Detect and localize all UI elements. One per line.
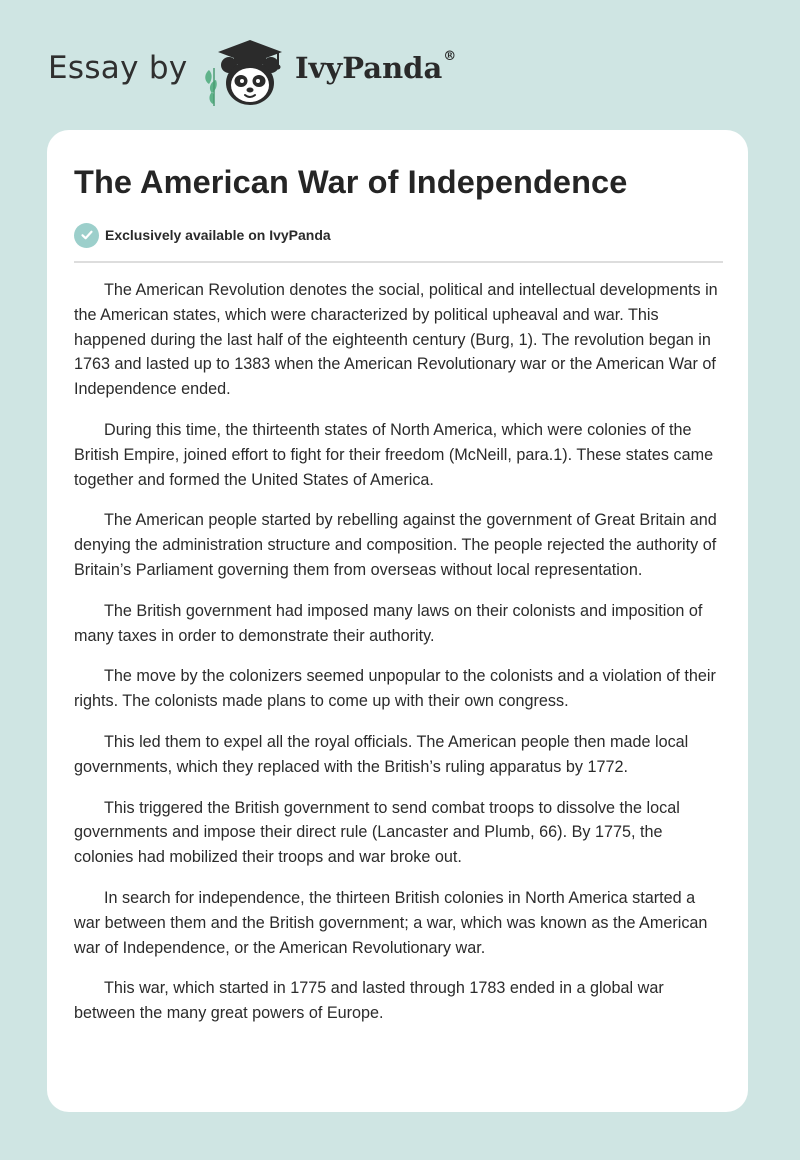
essay-paragraph: The American Revolution denotes the social, political and intellectual developments in the American states, which were characterized by political upheaval and war. This happened during the last half of the eighteenth century (Burg, 1). The revolution began in 1763 and lasted up to 1383 when the American Revolutionary war or the American War of Independence ended.: [74, 281, 718, 399]
title-divider: [74, 261, 723, 263]
essay-paragraph: During this time, the thirteenth states of North America, which were colonies of the British Empire, joined effort to fight for their freedom (McNeill, para.1). These states came together and formed the United States of America.: [74, 420, 714, 489]
essay-paragraph: The move by the colonizers seemed unpopular to the colonists and a violation of their rights. The colonists made plans to come up with their own congress.: [74, 667, 716, 711]
check-circle-icon: [74, 223, 99, 248]
essay-body: [74, 278, 724, 1042]
exclusive-badge-label: Exclusively available on IvyPanda: [105, 227, 331, 243]
registered-mark: ®: [443, 49, 457, 64]
essay-by-label: Essay by: [48, 50, 188, 86]
essay-paragraph: The American people started by rebelling against the government of Great Britain and denying the administration structure and composition. The people rejected the authority of Britain’s Parliament governing them from overseas without local representation.: [74, 511, 717, 579]
essay-paragraph: This triggered the British government to send combat troops to dissolve the local governments and impose their direct rule (Lancaster and Plumb, 66). By 1775, the colonies had mobilized their troops and war broke out.: [74, 798, 680, 867]
essay-paragraph: The British government had imposed many laws on their colonists and imposition of many taxes in order to demonstrate their authority.: [74, 601, 703, 645]
essay-paragraph: This war, which started in 1775 and lasted through 1783 ended in a global war between the many great powers of Europe.: [74, 979, 664, 1023]
exclusive-badge: [74, 222, 331, 248]
essay-card: [47, 130, 748, 1112]
page-title: The American War of Independence: [74, 164, 628, 200]
essay-paragraph: This led them to expel all the royal officials. The American people then made local governments, which they replaced with the British’s ruling apparatus by 1772.: [74, 732, 689, 776]
site-header: [0, 0, 800, 130]
brand-name: [295, 51, 456, 85]
brand-name-text: IvyPanda: [295, 51, 443, 85]
panda-graduate-logo-icon: [200, 34, 292, 110]
essay-paragraph: In search for independence, the thirteen British colonies in North America started a war between them and the British government; a war, which was known as the American war of Independence, or the American Revolutionary war.: [74, 888, 708, 957]
